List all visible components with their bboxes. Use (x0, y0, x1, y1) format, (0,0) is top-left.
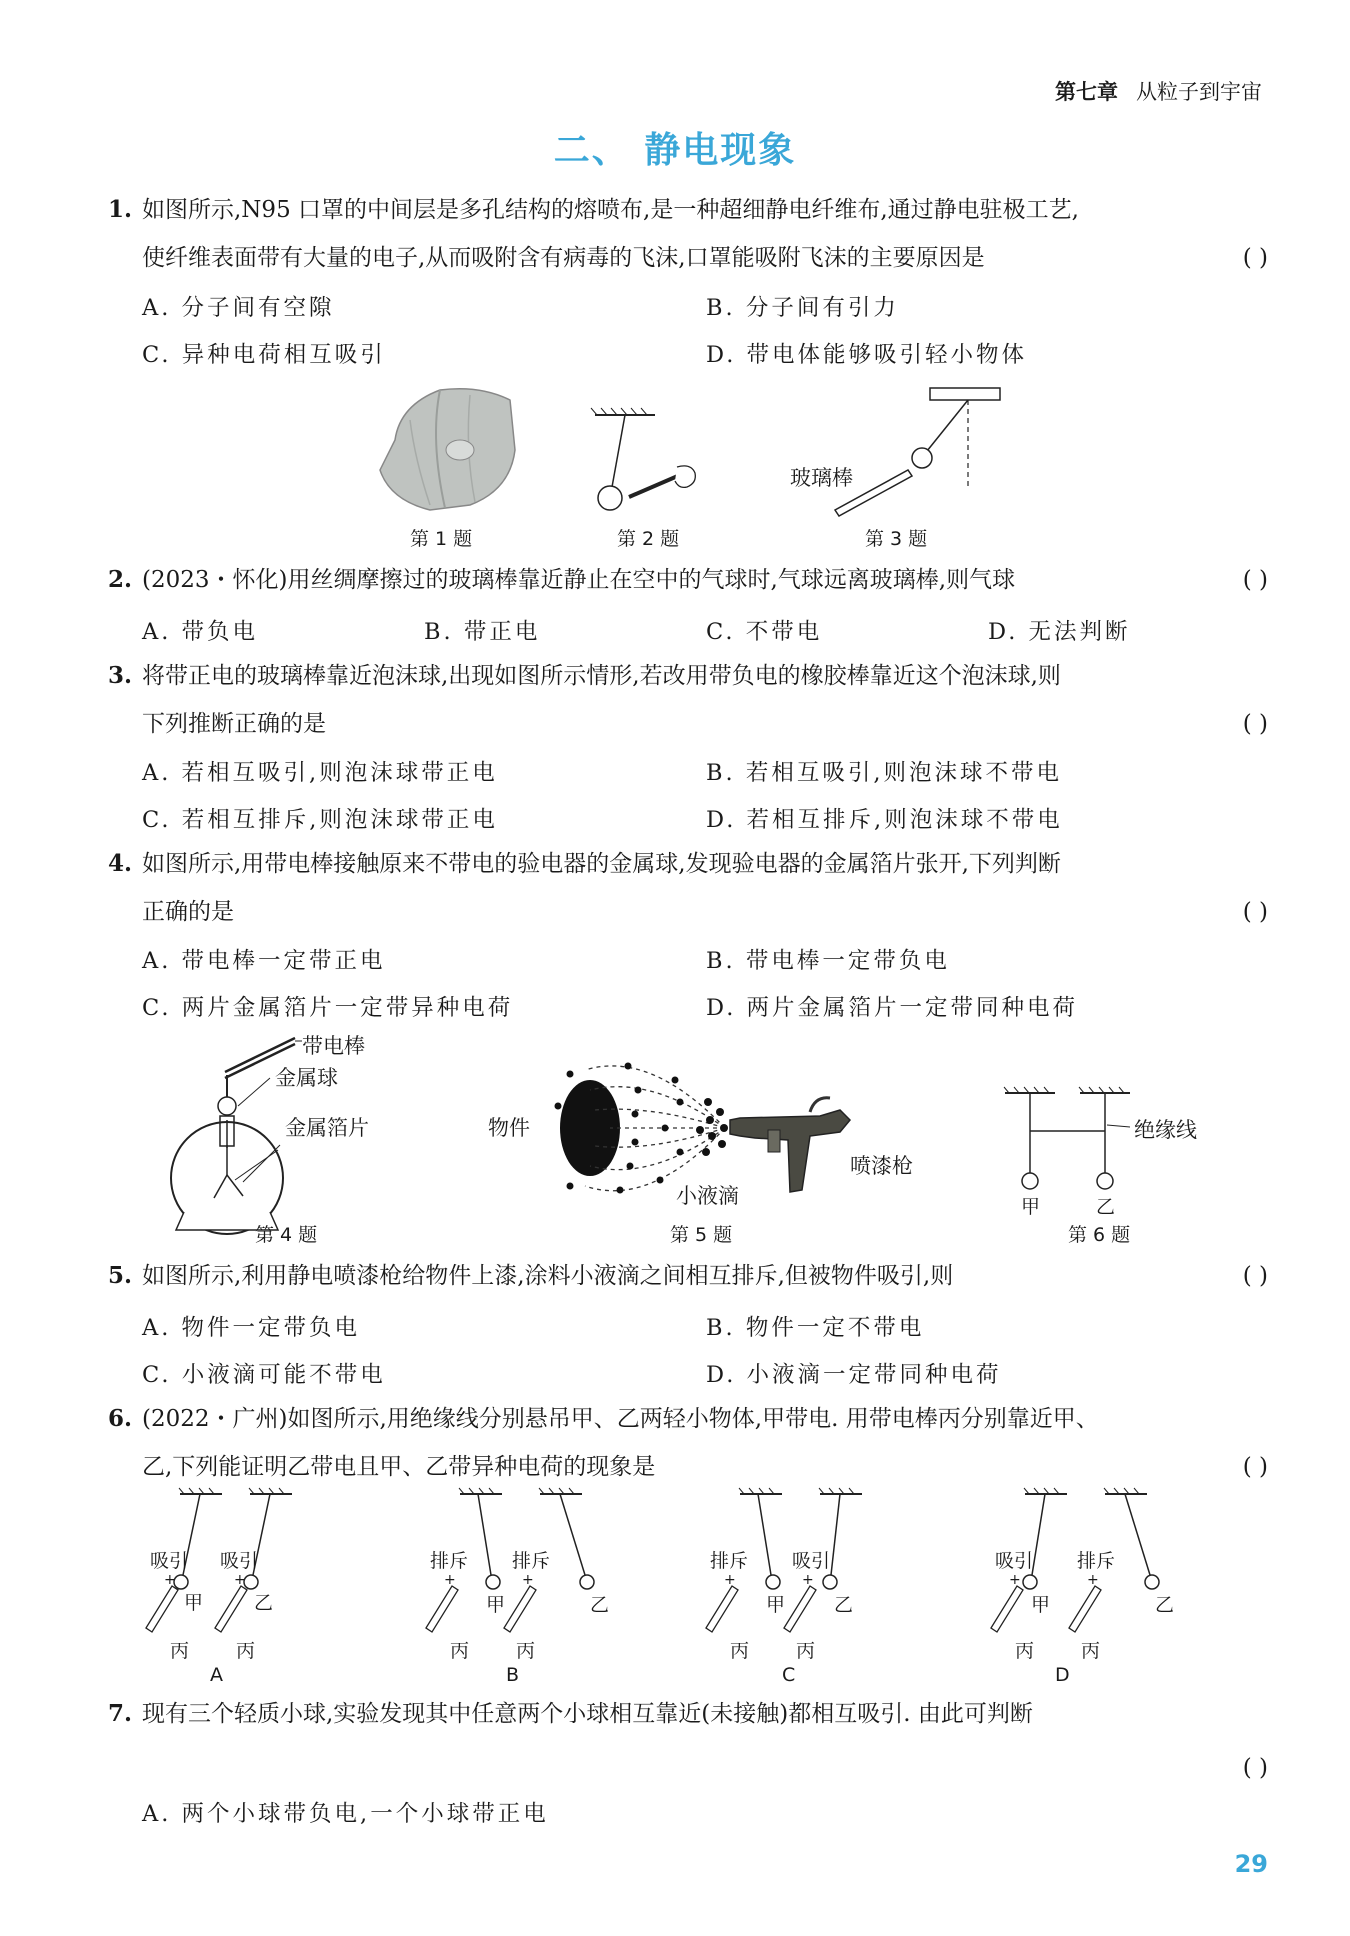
yi-label: 乙 (834, 1594, 854, 1616)
bing-label: 丙 (450, 1640, 470, 1662)
q6-option-letter: D (1055, 1664, 1070, 1686)
plus-sign: + (164, 1572, 176, 1588)
question-6 (108, 1395, 1268, 1491)
yi-label: 乙 (1096, 1196, 1116, 1218)
option-c: C. 两片金属箔片一定带异种电荷 (142, 995, 514, 1021)
option-b: B. 物件一定不带电 (706, 1315, 925, 1341)
question-number: 2. (108, 566, 133, 593)
q6-c-right-label: 吸引 (792, 1550, 831, 1572)
question-text: 如图所示,用带电棒接触原来不带电的验电器的金属球,发现验电器的金属箔片张开,下列判断 (142, 851, 1061, 877)
question-text: 现有三个轻质小球,实验发现其中任意两个小球相互靠近(未接触)都相互吸引. 由此可判断 (142, 1701, 1033, 1727)
figure-caption-2: 第 2 题 (617, 528, 680, 550)
option-b: B. 分子间有引力 (706, 295, 899, 321)
option-d: D. 两片金属箔片一定带同种电荷 (706, 995, 1079, 1021)
question-4 (108, 840, 1268, 936)
q6-a-left-label: 吸引 (150, 1550, 189, 1572)
q6-d-left-label: 吸引 (995, 1550, 1034, 1572)
option-d: D. 无法判断 (988, 619, 1131, 645)
pendulum-figure-2 (585, 405, 725, 515)
question-1 (108, 186, 1268, 282)
chapter-header (1055, 76, 1262, 106)
answer-paren: ( ) (1242, 245, 1268, 271)
chapter-number: 第七章 (1055, 80, 1118, 104)
option-c: C. 小液滴可能不带电 (142, 1362, 386, 1388)
jia-label: 甲 (184, 1592, 204, 1614)
question-number: 6. (108, 1405, 133, 1432)
metal-ball-label: 金属球 (275, 1066, 338, 1090)
q6-option-letter: C (782, 1664, 796, 1686)
question-5 (108, 1252, 1268, 1300)
option-a: A. 分子间有空隙 (142, 295, 335, 321)
figure-caption-1: 第 1 题 (410, 528, 473, 550)
q6-a-right-label: 吸引 (220, 1550, 259, 1572)
bing-label: 丙 (796, 1640, 816, 1662)
chapter-title: 从粒子到宇宙 (1136, 80, 1262, 104)
question-7 (108, 1690, 1268, 1786)
answer-paren: ( ) (1242, 899, 1268, 925)
jia-label: 甲 (486, 1594, 506, 1616)
jia-label: 甲 (1021, 1196, 1041, 1218)
insulating-wire-label: 绝缘线 (1134, 1118, 1197, 1142)
option-b: B. 带电棒一定带负电 (706, 948, 950, 974)
object-label: 物件 (488, 1116, 530, 1140)
charged-rod-label: 带电棒 (302, 1034, 365, 1058)
option-b: B. 带正电 (424, 619, 541, 645)
question-text: 将带正电的玻璃棒靠近泡沫球,出现如图所示情形,若改用带负电的橡胶棒靠近这个泡沫球,则 (142, 663, 1061, 689)
option-a: A. 若相互吸引,则泡沫球带正电 (142, 760, 498, 786)
option-b: B. 若相互吸引,则泡沫球不带电 (706, 760, 1062, 786)
plus-sign: + (1009, 1572, 1021, 1588)
bing-label: 丙 (730, 1640, 750, 1662)
answer-paren: ( ) (1242, 1755, 1268, 1781)
question-3 (108, 652, 1268, 748)
yi-label: 乙 (254, 1592, 274, 1614)
option-a: A. 物件一定带负电 (142, 1315, 361, 1341)
answer-paren: ( ) (1242, 1454, 1268, 1480)
glass-rod-label: 玻璃棒 (790, 466, 853, 490)
plus-sign: + (1087, 1572, 1099, 1588)
q6-c-left-label: 排斥 (710, 1550, 749, 1572)
section-title: 二、 静电现象 (553, 130, 797, 171)
spray-gun-label: 喷漆枪 (850, 1154, 913, 1178)
question-2 (108, 556, 1268, 604)
q6-b-right-label: 排斥 (512, 1550, 551, 1572)
answer-paren: ( ) (1242, 711, 1268, 737)
question-text: 如图所示,N95 口罩的中间层是多孔结构的熔喷布,是一种超细静电纤维布,通过静电驻极工艺, (142, 197, 1079, 223)
option-d: D. 带电体能够吸引轻小物体 (706, 342, 1028, 368)
plus-sign: + (802, 1572, 814, 1588)
option-c: C. 若相互排斥,则泡沫球带正电 (142, 807, 498, 833)
question-text: 乙,下列能证明乙带电且甲、乙带异种电荷的现象是 (142, 1454, 656, 1480)
figure-caption-3: 第 3 题 (865, 528, 928, 550)
mask-figure (370, 380, 530, 520)
option-d: D. 小液滴一定带同种电荷 (706, 1362, 1002, 1388)
question-number: 3. (108, 662, 133, 689)
question-number: 5. (108, 1262, 133, 1289)
page-number: 29 (1234, 1850, 1268, 1878)
question-number: 4. (108, 850, 133, 877)
bing-label: 丙 (1081, 1640, 1101, 1662)
option-a: A. 带负电 (142, 619, 259, 645)
bing-label: 丙 (170, 1640, 190, 1662)
plus-sign: + (724, 1572, 736, 1588)
droplet-label: 小液滴 (676, 1184, 739, 1208)
metal-foil-label: 金属箔片 (285, 1116, 369, 1140)
q6-option-a-figure (140, 1488, 300, 1686)
option-d: D. 若相互排斥,则泡沫球不带电 (706, 807, 1063, 833)
plus-sign: + (522, 1572, 534, 1588)
answer-paren: ( ) (1242, 1263, 1268, 1289)
option-a: A. 带电棒一定带正电 (142, 948, 386, 974)
question-text: 下列推断正确的是 (142, 711, 326, 737)
q6-option-c-figure (700, 1488, 880, 1686)
q6-d-right-label: 排斥 (1077, 1550, 1116, 1572)
jia-label: 甲 (766, 1594, 786, 1616)
plus-sign: + (234, 1572, 246, 1588)
glass-rod-figure-3 (790, 385, 1020, 515)
question-text: 正确的是 (142, 899, 234, 925)
plus-sign: + (444, 1572, 456, 1588)
bing-label: 丙 (516, 1640, 536, 1662)
option-a: A. 两个小球带负电,一个小球带正电 (142, 1801, 549, 1827)
figure-caption-5: 第 5 题 (670, 1224, 733, 1246)
figure-caption-6: 第 6 题 (1068, 1224, 1131, 1246)
bing-label: 丙 (1015, 1640, 1035, 1662)
q6-option-d-figure (985, 1488, 1185, 1686)
question-number: 1. (108, 196, 133, 223)
bing-label: 丙 (236, 1640, 256, 1662)
question-text: 如图所示,利用静电喷漆枪给物件上漆,涂料小液滴之间相互排斥,但被物件吸引,则 (142, 1263, 954, 1289)
yi-label: 乙 (1155, 1594, 1175, 1616)
question-text: 使纤维表面带有大量的电子,从而吸附含有病毒的飞沫,口罩能吸附飞沫的主要原因是 (142, 245, 985, 271)
option-c: C. 不带电 (706, 619, 823, 645)
figure-caption-4: 第 4 题 (255, 1224, 318, 1246)
q6-b-left-label: 排斥 (430, 1550, 469, 1572)
q6-option-letter: B (506, 1664, 520, 1686)
q6-option-b-figure (420, 1488, 620, 1686)
answer-paren: ( ) (1242, 567, 1268, 593)
option-c: C. 异种电荷相互吸引 (142, 342, 386, 368)
q6-option-letter: A (210, 1664, 223, 1686)
question-text: (2023・怀化)用丝绸摩擦过的玻璃棒靠近静止在空中的气球时,气球远离玻璃棒,则气球 (142, 567, 1016, 593)
jia-label: 甲 (1031, 1594, 1051, 1616)
yi-label: 乙 (590, 1594, 610, 1616)
question-text: (2022・广州)如图所示,用绝缘线分别悬吊甲、乙两轻小物体,甲带电. 用带电棒丙分别靠近甲、 (142, 1406, 1099, 1432)
question-number: 7. (108, 1700, 133, 1727)
